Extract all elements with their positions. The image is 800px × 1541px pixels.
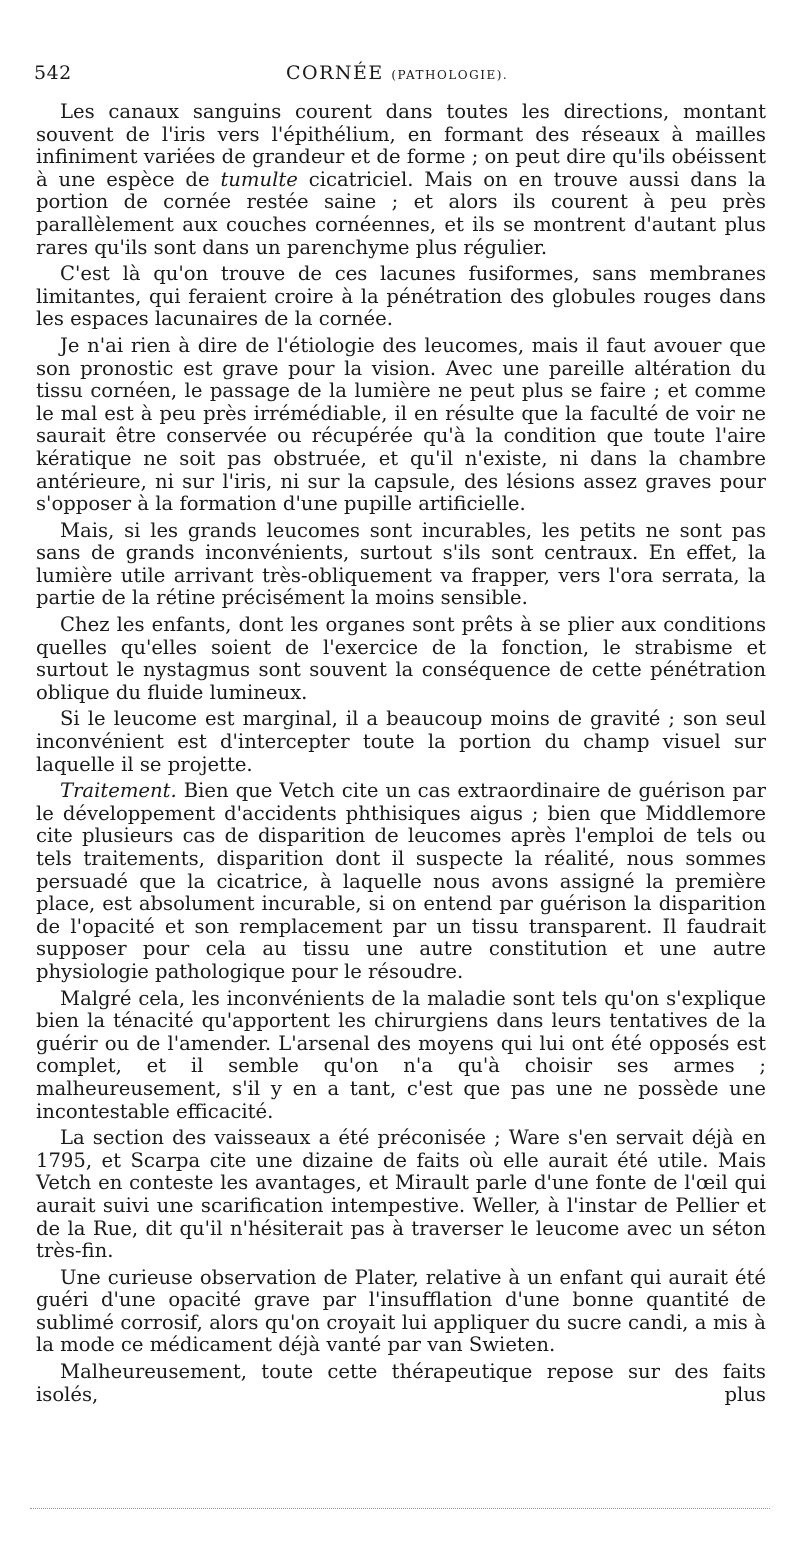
paragraph-text: Chez les enfants, dont les organes sont prêts à se plier aux conditions quelles qu'elles soient de l'exercice de la fonction, le strabisme et surtout le nystagmus sont souvent la conséquence de cette pénétration oblique du fluide lumineux.	[36, 613, 766, 704]
italic-text: Traitement.	[60, 779, 177, 803]
body-text	[36, 101, 766, 1406]
paragraph	[36, 1267, 766, 1357]
paragraph	[36, 988, 766, 1124]
paragraph-text: La section des vaisseaux a été préconisée ; Ware s'en servait déjà en 1795, et Scarpa cite une dizaine de faits où elle aurait été utile. Mais Vetch en conteste les avantages, et Mirault parle d'une fonte de l'œil qui aurait suivi une scarification intempestive. Weller, à l'instar de Pellier et de la Rue, dit qu'il n'hésiterait pas à traverser le leucome avec un séton très-fin.	[36, 1126, 766, 1263]
paragraph	[36, 1127, 766, 1263]
paragraph	[36, 263, 766, 331]
paragraph-text: Une curieuse observation de Plater, relative à un enfant qui aurait été guéri d'une opacité grave par l'insufflation d'une bonne quantité de sublimé corrosif, alors qu'on croyait lui appliquer du sucre candi, a mis à la mode ce médicament déjà vanté par van Swieten.	[36, 1265, 766, 1357]
paragraph	[36, 520, 766, 610]
running-head-title: CORNÉE	[286, 62, 384, 84]
paragraph	[36, 780, 766, 983]
page-number: 542	[34, 62, 72, 84]
page-header	[34, 62, 764, 92]
running-head-subtitle: (PATHOLOGIE).	[391, 68, 509, 82]
running-head	[286, 62, 508, 84]
paragraph-text: Les canaux sanguins courent dans toutes les directions, montant souvent de l'iris vers l'épithélium, en formant des réseaux à mailles infiniment variées de grandeur et de forme ; on peut dire qu'ils obéissent à une espèce de	[36, 100, 766, 191]
paragraph-text: C'est là qu'on trouve de ces lacunes fusiformes, sans membranes limitantes, qui feraient croire à la pénétration des globules rouges dans les espaces lacunaires de la cornée.	[36, 262, 766, 331]
paragraph	[36, 614, 766, 704]
paragraph-text: Malgré cela, les inconvénients de la maladie sont tels qu'on s'explique bien la ténacité qu'apportent les chirurgiens dans leurs tentatives de la guérir ou de l'amender. L'arsenal des moyens qui lui ont été opposés est complet, et il semble qu'on n'a qu'à choisir ses armes ; malheureusement, s'il y en a tant, c'est que pas une ne possède une incontestable efficacité.	[36, 986, 766, 1123]
paragraph	[36, 335, 766, 516]
paragraph-text: Malheureusement, toute cette thérapeutique repose sur des faits isolés, plus	[36, 1360, 766, 1406]
paragraph	[36, 1361, 766, 1406]
paragraph	[36, 101, 766, 259]
paragraph-text: Mais, si les grands leucomes sont incurables, les petits ne sont pas sans de grands inconvénients, surtout s'ils sont centraux. En effet, la lumière utile arrivant très-obliquement va frapper, vers l'ora serrata, la partie de la rétine précisément la moins sensible.	[36, 518, 766, 610]
paragraph-text: Si le leucome est marginal, il a beaucoup moins de gravité ; son seul inconvénient est d'intercepter toute la portion du champ visuel sur laquelle il se projette.	[36, 707, 766, 776]
italic-text: tumulte	[220, 167, 298, 191]
paragraph-text: Je n'ai rien à dire de l'étiologie des leucomes, mais il faut avouer que son pronostic est grave pour la vision. Avec une pareille altération du tissu cornéen, le passage de la lumière ne peut plus se faire ; et comme le mal est à peu près irrémédiable, il en résulte que la faculté de voir ne saurait être conservée ou récupérée qu'à la condition que toute l'aire kératique ne soit pas obstruée, et qu'il n'existe, ni dans la chambre antérieure, ni sur l'iris, ni sur la capsule, des lésions assez graves pour s'opposer à la formation d'une pupille artificielle.	[36, 333, 766, 516]
paragraph-text: Bien que Vetch cite un cas extraordinaire de guérison par le développement d'accidents phthisiques aigus ; bien que Middlemore cite plusieurs cas de disparition de leucomes après l'emploi de tels ou tels traitements, disparition dont il suspecte la réalité, nous sommes persuadé que la cicatrice, à laquelle nous avons assigné la première place, est absolument incurable, si on entend par guérison la disparition de l'opacité et son remplacement par un tissu transparent. Il faudrait supposer pour cela au tissu une autre constitution et une autre physiologie pathologique pour le résoudre.	[36, 779, 766, 983]
bottom-rule	[30, 1508, 770, 1509]
paragraph-text: cicatriciel. Mais on en trouve aussi dans la portion de cornée restée saine ; et alors ils courent à peu près parallèlement aux couches cornéennes, et ils se montrent d'autant plus rares qu'ils sont dans un parenchyme plus régulier.	[36, 167, 766, 259]
paragraph	[36, 708, 766, 776]
